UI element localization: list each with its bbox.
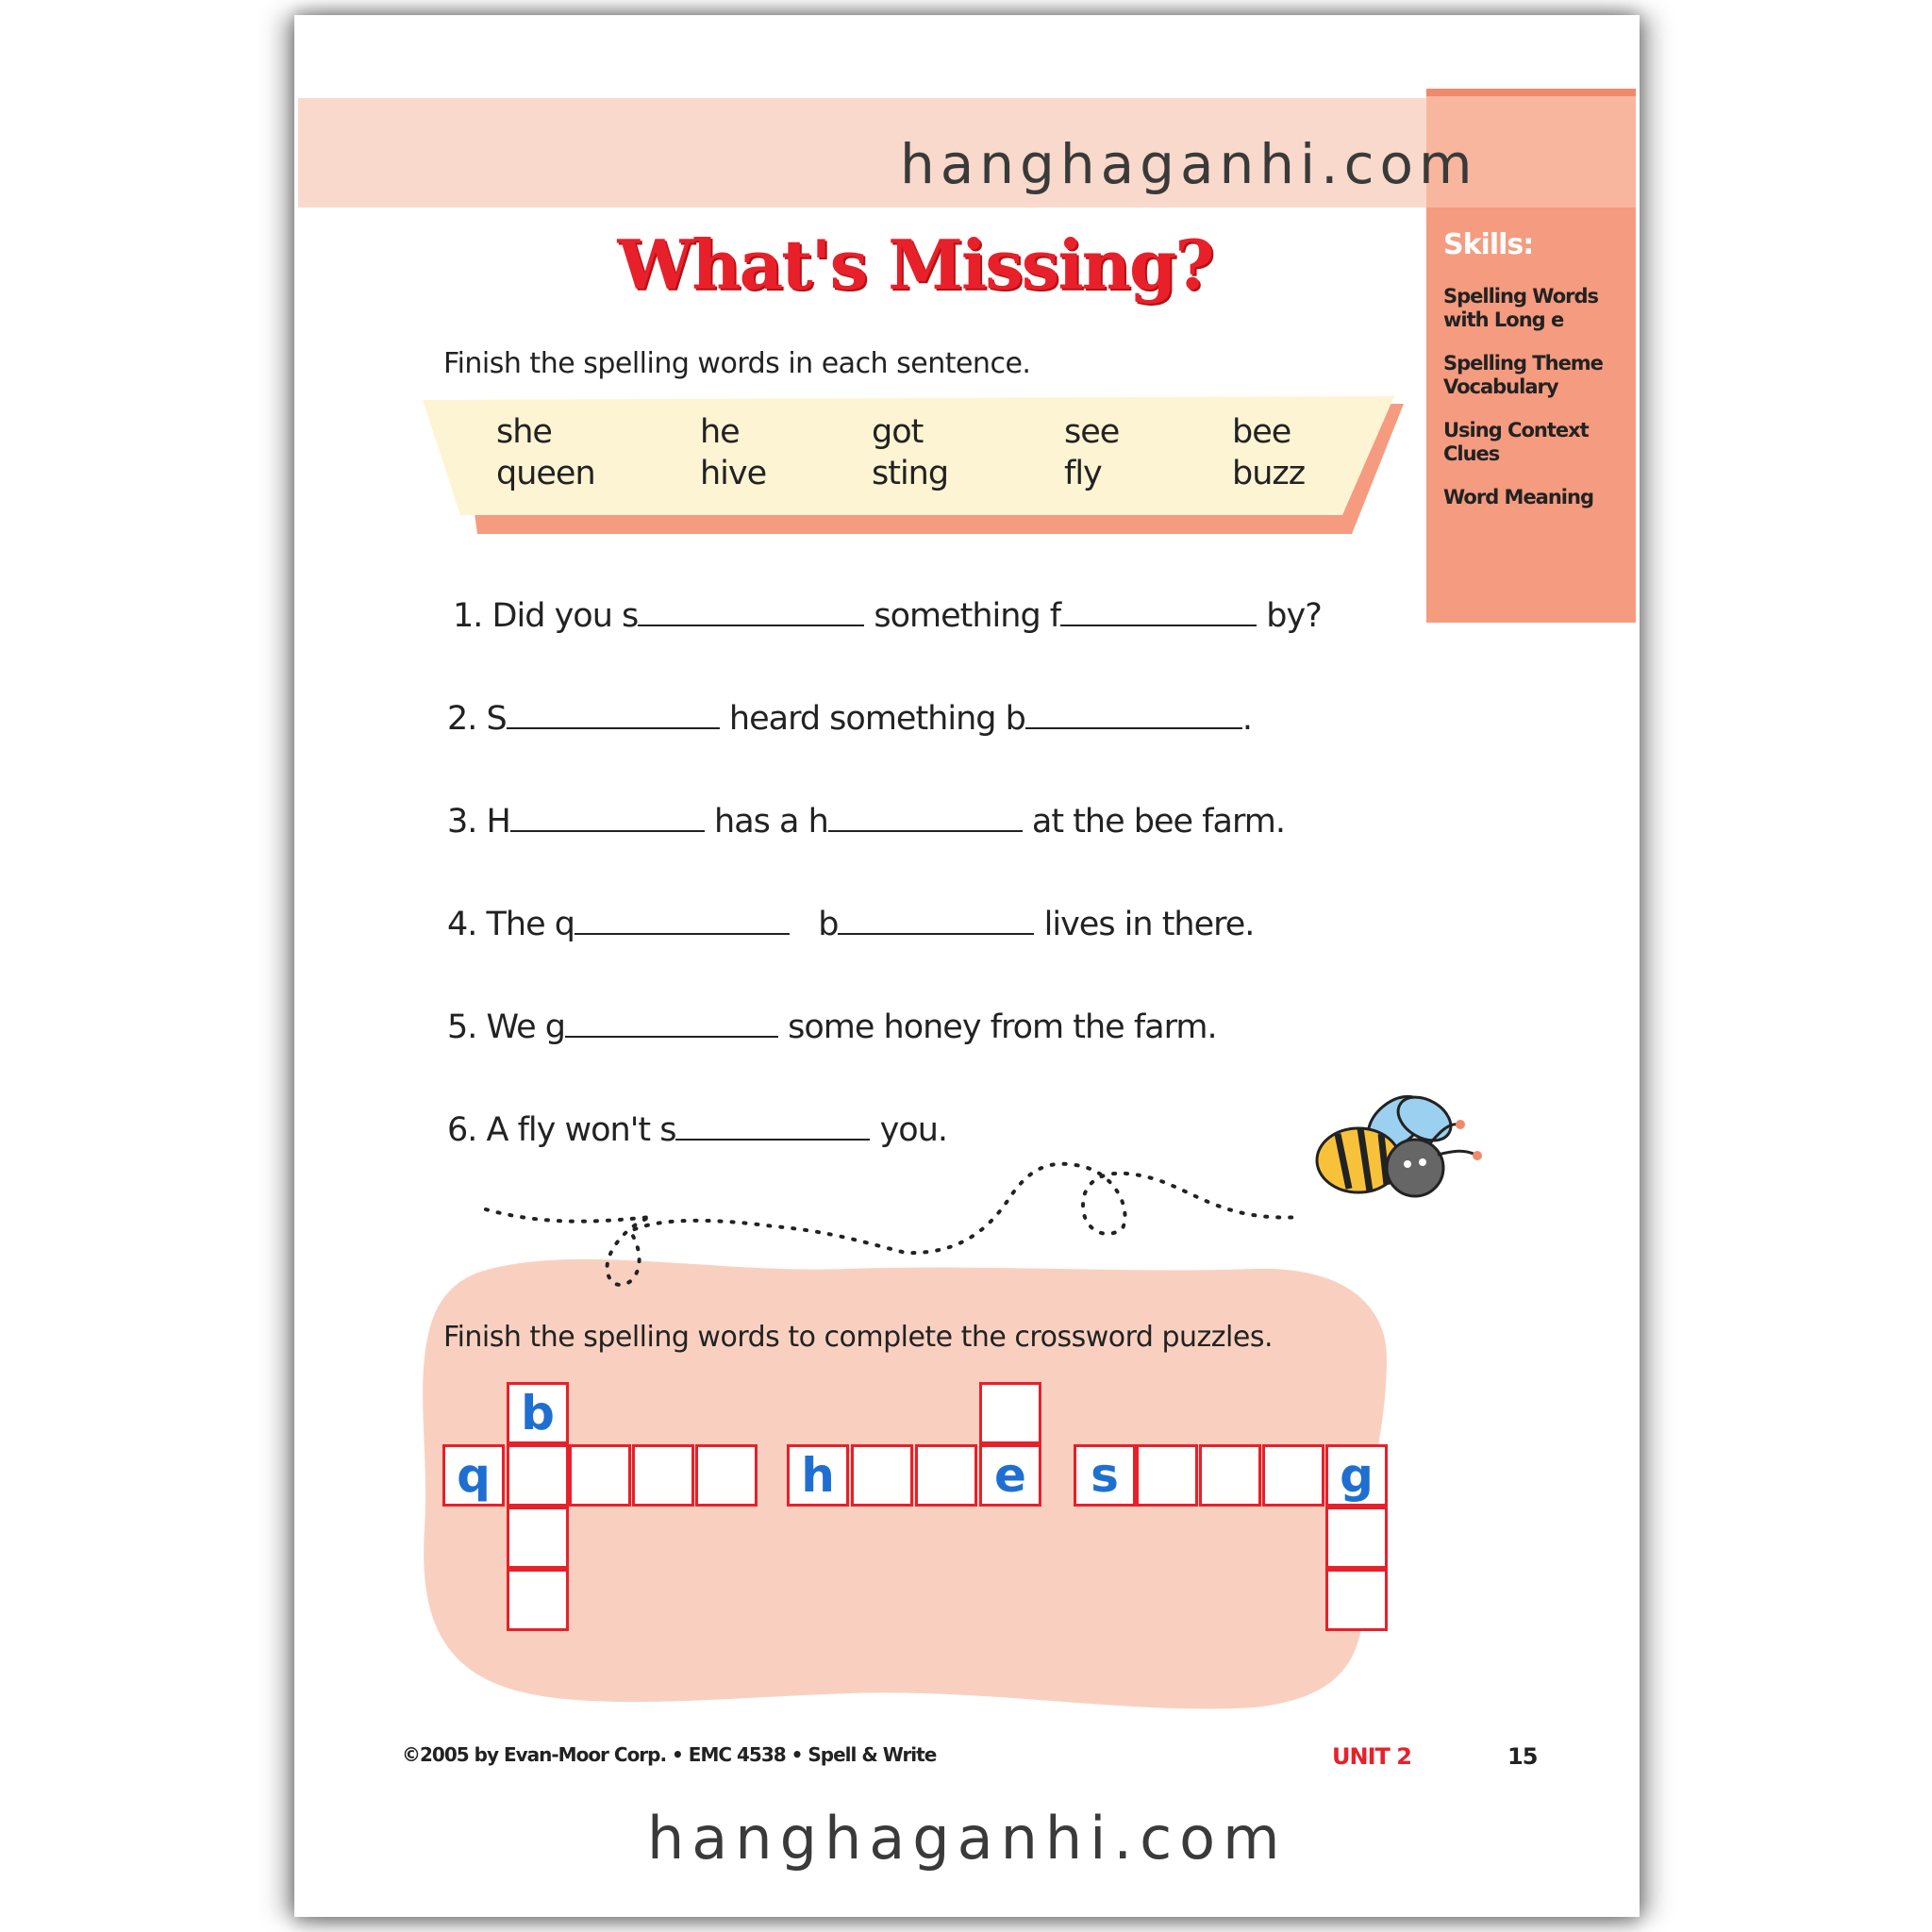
bee-illustration bbox=[1317, 1086, 1482, 1196]
bank-word: hive bbox=[700, 455, 767, 492]
bank-word: buzz bbox=[1232, 455, 1306, 492]
crossword-instructions: Finish the spelling words to complete the crossword puzzles. bbox=[443, 1321, 1273, 1354]
crossword-cell[interactable]: b bbox=[507, 1382, 569, 1444]
crossword-cell[interactable] bbox=[507, 1507, 569, 1569]
sentence-text: The q bbox=[486, 906, 575, 943]
sentence-text: has a h bbox=[714, 803, 828, 841]
crossword-cell[interactable] bbox=[695, 1444, 758, 1507]
crossword-cell[interactable] bbox=[1325, 1569, 1388, 1631]
crossword-cell[interactable]: h bbox=[787, 1444, 849, 1507]
crossword-cell[interactable] bbox=[915, 1444, 977, 1507]
crossword-cell[interactable] bbox=[979, 1382, 1041, 1444]
sentence-text: some honey from the farm. bbox=[788, 1008, 1217, 1046]
crossword-cell[interactable]: q bbox=[442, 1444, 505, 1507]
crossword-cell[interactable] bbox=[569, 1444, 631, 1507]
skills-title: Skills: bbox=[1443, 228, 1534, 261]
crossword-cell[interactable] bbox=[1325, 1507, 1388, 1569]
crossword-cell[interactable] bbox=[1136, 1444, 1198, 1507]
sentence-number: 3. bbox=[447, 803, 477, 841]
sentence-text: We g bbox=[486, 1008, 565, 1046]
page-number: 15 bbox=[1507, 1743, 1538, 1770]
crossword-cell[interactable]: g bbox=[1325, 1444, 1388, 1507]
crossword-cell[interactable]: e bbox=[979, 1444, 1041, 1507]
sentence-text: A fly won't s bbox=[486, 1111, 676, 1149]
crossword-cell[interactable] bbox=[632, 1444, 694, 1507]
crossword-cell[interactable] bbox=[851, 1444, 913, 1507]
unit-label: UNIT 2 bbox=[1332, 1743, 1411, 1770]
bank-word: see bbox=[1064, 413, 1120, 451]
crossword-cell[interactable] bbox=[1262, 1444, 1324, 1507]
watermark-bottom: hanghaganhi.com bbox=[647, 1804, 1288, 1873]
bank-word: sting bbox=[872, 455, 949, 492]
bank-word: bee bbox=[1232, 413, 1291, 451]
skill-item: Spelling Theme Vocabulary bbox=[1443, 352, 1603, 398]
sentence-text: b bbox=[818, 906, 839, 943]
sentence-text: lives in there. bbox=[1043, 906, 1255, 943]
watermark-top: hanghaganhi.com bbox=[900, 132, 1478, 196]
sentence-number: 6. bbox=[447, 1111, 477, 1149]
bank-word: queen bbox=[496, 455, 595, 492]
skill-item: Using Context Clues bbox=[1443, 419, 1589, 465]
skill-item: Word Meaning bbox=[1443, 486, 1593, 508]
sentence-text: H bbox=[486, 803, 510, 841]
crossword-cell[interactable] bbox=[507, 1444, 569, 1507]
sentence-instructions: Finish the spelling words in each sentence. bbox=[443, 347, 1031, 380]
crossword-cell[interactable] bbox=[507, 1569, 569, 1631]
sentence-text: S bbox=[486, 700, 507, 738]
sentence-number: 1. bbox=[453, 597, 483, 635]
sentence-text: . bbox=[1241, 700, 1252, 738]
bee-flight-path bbox=[486, 1164, 1302, 1285]
sentence-text: heard something b bbox=[728, 700, 1025, 738]
crossword-cell[interactable]: s bbox=[1074, 1444, 1136, 1507]
sentence-text: you. bbox=[879, 1111, 948, 1149]
sentence-number: 4. bbox=[447, 906, 477, 943]
sentence-text: something f bbox=[874, 597, 1061, 635]
bank-word: he bbox=[700, 413, 740, 451]
skill-item: Spelling Words with Long e bbox=[1443, 285, 1599, 331]
sentence-number: 2. bbox=[447, 700, 477, 738]
sentence-text: Did you s bbox=[491, 597, 639, 635]
bank-word: she bbox=[496, 413, 552, 451]
copyright-footer: ©2005 by Evan-Moor Corp. • EMC 4538 • Spell & Write bbox=[402, 1743, 937, 1766]
sentence-number: 5. bbox=[447, 1008, 477, 1046]
bank-word: got bbox=[872, 413, 924, 451]
crossword-cell[interactable] bbox=[1199, 1444, 1261, 1507]
page-title: What's Missing? bbox=[617, 225, 1213, 305]
bank-word: fly bbox=[1064, 455, 1102, 492]
sentence-text: by? bbox=[1266, 597, 1322, 635]
sentence-text: at the bee farm. bbox=[1031, 803, 1285, 841]
